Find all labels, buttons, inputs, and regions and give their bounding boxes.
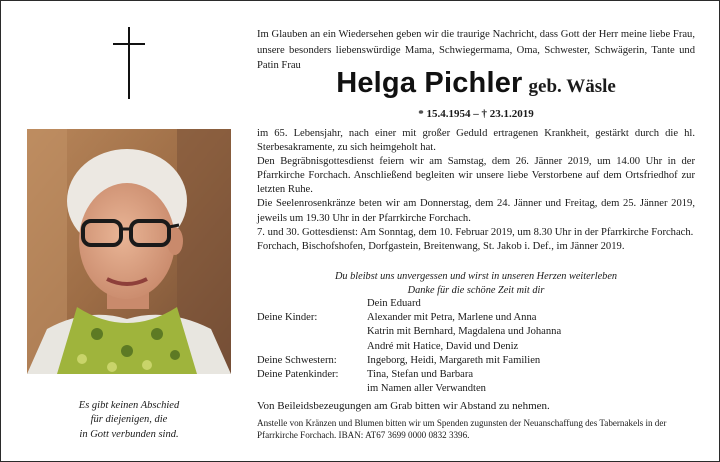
- center-quote-line: Du bleibst uns unvergessen und wirst in unseren Herzen weiterleben: [334, 271, 618, 282]
- intro-text: Im Glauben an ein Wiedersehen geben wir die traurige Nachricht, dass Gott der Herr meine liebe Frau, unsere besonders liebenswürdige Mama, Schwiegermama, Oma, Schwester, Schwägerin, Tante und Patin Frau: [257, 29, 695, 72]
- mourner-names: Katrin mit Bernhard, Magdalena und Johanna: [367, 326, 562, 338]
- mourner-label: [257, 297, 367, 311]
- mourner-label: Deine Patenkinder:: [257, 369, 339, 381]
- mourner-label: [257, 340, 367, 354]
- mourner-names: André mit Hatice, David und Deniz: [367, 340, 519, 352]
- left-quote-line: Es gibt keinen Abschied: [78, 400, 180, 411]
- life-dates: * 15.4.1954 – † 23.1.2019: [418, 108, 534, 120]
- mourner-label: [257, 382, 367, 396]
- left-quote: [27, 399, 231, 442]
- mourner-label: [257, 325, 367, 339]
- mourner-row: [257, 368, 695, 382]
- closing-request: Von Beileidsbezeugungen am Grab bitten wir Abstand zu nehmen.: [257, 400, 550, 412]
- mourners-list: [257, 297, 695, 396]
- mourner-row: [257, 354, 695, 368]
- mourner-names: Tina, Stefan und Barbara: [367, 369, 474, 381]
- mourner-row: [257, 311, 695, 325]
- mourner-names: Alexander mit Petra, Marlene und Anna: [367, 312, 537, 324]
- mourner-label: Deine Kinder:: [257, 312, 318, 324]
- mourner-row: [257, 297, 695, 311]
- body-paragraph: im 65. Lebensjahr, nach einer mit großer Geduld ertragenen Krankheit, gestärkt durch die hl. Sterbesakramente, zu sich heimgeholt hat.: [257, 128, 695, 154]
- mourner-names: Ingeborg, Heidi, Margareth mit Familien: [367, 354, 541, 366]
- body-paragraph: Forchach, Bischofshofen, Dorfgastein, Breitenwang, St. Jakob i. Def., im Jänner 2019.: [257, 240, 625, 252]
- cross-icon: [113, 27, 145, 99]
- donation-note: Anstelle von Kränzen und Blumen bitten wir um Spenden zugunsten der Neuanschaffung des Tabernakels in der Pfarrkirche Forchach. IBAN: AT67 3699 0000 0832 3396.: [257, 418, 667, 441]
- mourner-row: [257, 325, 695, 339]
- center-quote: [257, 270, 695, 297]
- announcement-body: [257, 127, 695, 254]
- mourner-names: Dein Eduard: [367, 298, 421, 309]
- left-quote-line: für diejenigen, die: [90, 414, 168, 426]
- left-quote-line: in Gott verbunden sind.: [79, 428, 179, 440]
- mourner-row: [257, 340, 695, 354]
- deceased-name: Helga Pichler: [336, 67, 523, 99]
- mourner-row: [257, 382, 695, 396]
- body-paragraph: Die Seelenrosenkränze beten wir am Donnerstag, dem 24. Jänner und Freitag, dem 25. Jänner 2019, jeweils um 19.30 Uhr in der Pfarrkirche Forchach.: [257, 198, 695, 224]
- body-paragraph: Den Begräbnisgottesdienst feiern wir am Samstag, dem 26. Jänner 2019, um 14.00 Uhr in der Pfarrkirche Forchach. Anschließend begleiten wir unsere liebe Verstorbene auf dem Ortsfriedhof zur letzten Ruhe.: [257, 156, 695, 196]
- maiden-name: geb. Wäsle: [528, 76, 616, 97]
- center-quote-line: Danke für die schöne Zeit mit dir: [407, 284, 545, 296]
- body-paragraph: 7. und 30. Gottesdienst: Am Sonntag, dem 10. Februar 2019, um 8.30 Uhr in der Pfarrkirche Forchach.: [257, 226, 694, 238]
- mourner-label: Deine Schwestern:: [257, 354, 337, 366]
- portrait-photo: [27, 129, 231, 374]
- deceased-name-line: [257, 67, 695, 107]
- mourner-names: im Namen aller Verwandten: [367, 383, 486, 395]
